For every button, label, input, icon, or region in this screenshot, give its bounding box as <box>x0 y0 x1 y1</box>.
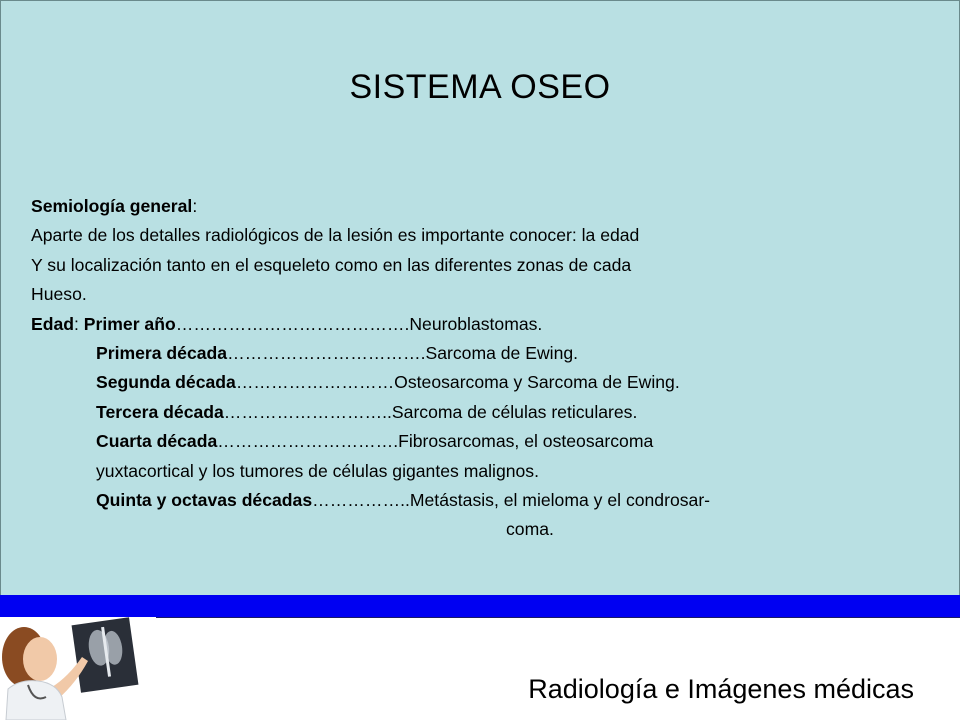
entry-text: Neuroblastomas. <box>409 313 543 334</box>
footer-caption: Radiología e Imágenes médicas <box>528 674 914 704</box>
age-entry <box>31 339 946 368</box>
age-entry <box>31 310 946 339</box>
age-entry <box>31 368 946 397</box>
entry-label: Primera década <box>96 343 228 364</box>
slide-content <box>31 192 946 545</box>
entry-text: Metástasis, el mieloma y el condrosar- <box>409 490 711 511</box>
age-entry <box>31 398 946 427</box>
entry-label: Quinta y octavas décadas <box>96 490 313 511</box>
radiologist-photo <box>0 617 156 720</box>
intro-line: Aparte de los detalles radiológicos de la lesión es importante conocer: la edad <box>31 225 640 246</box>
entry-label: Segunda década <box>96 372 236 393</box>
age-entry <box>31 427 946 456</box>
intro-line: Hueso. <box>31 284 87 305</box>
age-entry <box>31 486 946 515</box>
age-label: Edad <box>31 313 75 334</box>
entry-continuation: yuxtacortical y los tumores de células gigantes malignos. <box>96 460 539 481</box>
radiologist-illustration <box>0 617 156 720</box>
entry-dots: …………….. <box>312 490 410 511</box>
entry-label: Cuarta década <box>96 431 218 452</box>
intro-line: Y su localización tanto en el esqueleto como en las diferentes zonas de cada <box>31 254 632 275</box>
entry-dots: …………………………………. <box>175 313 410 334</box>
age-colon: : <box>74 313 84 334</box>
entry-text: Sarcoma de células reticulares. <box>391 401 638 422</box>
heading-line <box>31 192 946 221</box>
entry-dots: ……………………….. <box>223 401 392 422</box>
entry-label: Primer año <box>83 313 176 334</box>
heading-label: Semiología general <box>31 196 193 216</box>
blue-bar <box>0 595 960 618</box>
entry-text: Fibrosarcomas, el osteosarcoma <box>398 431 654 452</box>
slide-title: SISTEMA OSEO <box>349 68 611 106</box>
entry-dots: …………………………. <box>217 431 399 452</box>
entry-continuation: coma. <box>506 519 554 540</box>
heading-colon: : <box>192 196 198 216</box>
entry-text: Osteosarcoma y Sarcoma de Ewing. <box>394 372 680 393</box>
entry-dots: ……………………… <box>235 372 395 393</box>
entry-label: Tercera década <box>96 401 224 422</box>
entry-text: Sarcoma de Ewing. <box>425 343 579 364</box>
entry-dots: ……………………………. <box>227 343 426 364</box>
